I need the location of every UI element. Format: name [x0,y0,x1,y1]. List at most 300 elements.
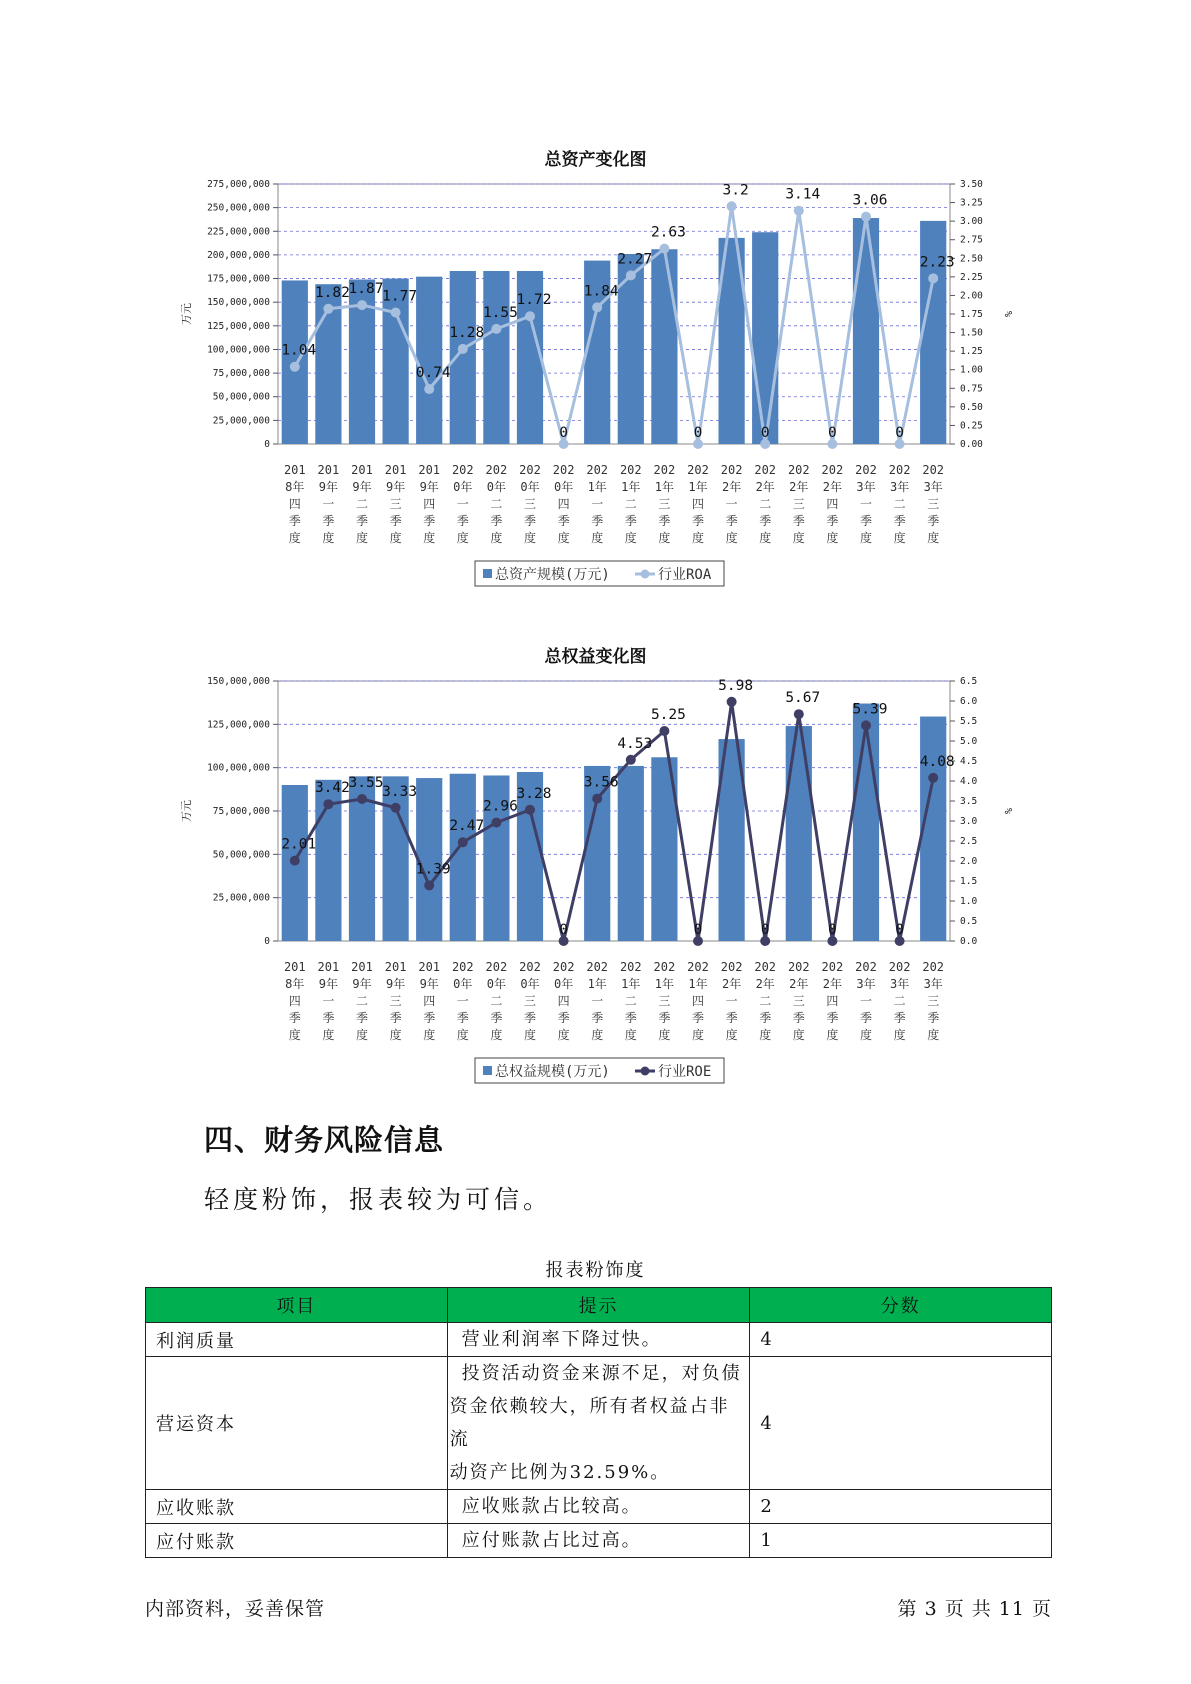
x-tick-label: 3年 [923,977,943,991]
x-tick-label: 202 [451,463,474,477]
data-label: 5.98 [718,677,754,694]
x-tick-label: 季 [624,1011,637,1025]
data-label: 1.72 [516,292,552,309]
x-tick-label: 1年 [654,480,675,494]
y-right-tick-label: 0.75 [960,383,983,395]
line-point [659,244,669,254]
x-tick-label: 202 [720,463,743,477]
y-left-tick-label: 175,000,000 [207,273,270,285]
x-tick-label: 1年 [587,480,607,494]
y-right-tick-label: 3.25 [960,197,983,209]
x-tick-label: 1年 [621,977,641,991]
x-tick-label: 201 [384,960,407,974]
y-right-tick-label: 4.5 [960,756,978,767]
x-tick-label: 二 [893,994,906,1008]
total-equity-chart [0,667,1191,1102]
bar [416,277,442,444]
data-label: 3.2 [722,182,749,199]
table-row [146,1323,1052,1357]
data-label: 2.96 [482,798,518,815]
x-tick-label: 度 [322,1028,335,1042]
x-tick-label: 三 [927,497,940,511]
x-tick-label: 度 [523,531,537,545]
x-tick-label: 二 [893,497,906,511]
x-tick-label: 二 [759,994,772,1008]
row-hint [447,1323,750,1357]
x-tick-label: 度 [826,531,839,545]
x-tick-label: 2年 [755,977,775,991]
x-tick-label: 四 [557,497,570,511]
x-tick-label: 202 [754,463,777,477]
data-label: 0.74 [415,365,451,382]
hint-line: 投资活动资金来源不足，对负债 [461,1363,742,1384]
x-tick-label: 202 [720,960,743,974]
x-tick-label: 度 [423,1028,436,1042]
hint-line: 动资产比例为32.59%。 [449,1462,671,1483]
line-point [861,212,871,222]
line-point [323,304,333,314]
y-right-tick-label: 1.5 [960,876,978,887]
x-tick-label: 201 [283,960,306,974]
bar [483,271,509,444]
x-tick-label: 三 [658,994,671,1008]
data-label: 0 [828,922,837,938]
y-left-tick-label: 275,000,000 [207,179,270,190]
x-tick-label: 季 [456,514,469,528]
table-row [146,1490,1052,1524]
y-left-tick-label: 50,000,000 [212,391,270,403]
line-point [290,856,300,866]
x-tick-label: 季 [557,1011,570,1025]
y-left-tick-label: 25,000,000 [212,892,270,904]
data-label: 0 [895,922,904,938]
y-left-tick-label: 250,000,000 [207,202,270,214]
x-tick-label: 度 [893,531,906,545]
x-tick-label: 季 [859,514,873,528]
x-tick-label: 二 [759,497,772,511]
y-left-tick-label: 75,000,000 [212,806,270,817]
y-left-tick-label: 150,000,000 [207,297,270,309]
x-tick-label: 202 [485,463,508,477]
x-tick-label: 2年 [789,480,809,494]
x-tick-label: 202 [687,960,709,974]
y-right-axis-label: % [1002,310,1013,318]
x-tick-label: 度 [591,1028,604,1042]
x-tick-label: 201 [283,463,306,477]
x-tick-label: 度 [859,531,873,545]
x-tick-label: 季 [490,1011,503,1025]
y-right-tick-label: 5.5 [960,716,978,727]
x-tick-label: 202 [586,960,609,974]
line-point [323,799,333,809]
y-left-tick-label: 125,000,000 [207,320,270,332]
x-tick-label: 度 [691,1028,705,1042]
x-tick-label: 度 [389,1028,402,1042]
x-tick-label: 一 [322,497,335,511]
data-label: 5.25 [650,707,686,723]
x-tick-label: 季 [490,514,503,528]
x-tick-label: 四 [423,994,436,1008]
x-tick-label: 三 [658,497,671,511]
x-tick-label: 季 [658,514,671,528]
table-row [146,1357,1052,1490]
legend-line-marker [641,1067,650,1076]
data-label: 0 [693,922,703,938]
x-tick-label: 202 [888,960,911,974]
data-label: 5.67 [785,690,821,707]
x-tick-label: 季 [423,514,436,528]
line-point [424,384,434,394]
x-tick-label: 2年 [721,977,742,991]
x-tick-label: 三 [389,994,402,1008]
x-tick-label: 1年 [688,977,708,991]
x-tick-label: 度 [355,531,369,545]
bar [584,766,610,941]
bar [786,726,812,941]
line-point [727,697,737,707]
y-right-tick-label: 2.75 [960,234,983,246]
line-point [491,818,501,828]
x-tick-label: 三 [792,994,805,1008]
x-tick-label: 度 [490,531,503,545]
table-header-row [146,1288,1052,1323]
bar [416,778,442,941]
y-left-tick-label: 100,000,000 [207,344,270,356]
x-tick-label: 202 [653,463,676,477]
x-tick-label: 202 [922,463,945,477]
row-item: 应收账款 [146,1490,448,1524]
x-tick-label: 四 [826,497,839,511]
x-tick-label: 度 [725,1028,738,1042]
x-tick-label: 度 [792,531,805,545]
x-tick-label: 度 [826,1028,839,1042]
x-tick-label: 季 [288,1011,301,1025]
section-heading: 四、财务风险信息 [204,1123,445,1157]
x-tick-label: 度 [927,1028,940,1042]
line-point [794,206,804,216]
y-right-tick-label: 0.25 [960,420,983,432]
x-tick-label: 季 [691,1011,705,1025]
legend-bar-swatch [483,569,492,578]
row-score: 1 [750,1524,1052,1558]
x-tick-label: 202 [687,463,709,477]
data-label: 3.14 [785,186,821,203]
y-right-tick-label: 2.5 [960,836,978,847]
x-tick-label: 度 [523,1028,537,1042]
row-score: 4 [750,1323,1052,1357]
line-point [626,270,636,280]
x-tick-label: 202 [619,463,642,477]
header-score: 分数 [750,1288,1052,1323]
x-tick-label: 202 [821,960,844,974]
x-tick-label: 三 [792,497,805,511]
x-tick-label: 201 [351,960,373,974]
x-tick-label: 季 [322,1011,335,1025]
x-tick-label: 二 [355,994,369,1008]
x-tick-label: 一 [322,994,335,1008]
y-right-tick-label: 2.50 [960,253,983,265]
assets-chart-title: 总资产变化图 [544,150,647,170]
data-label: 3.55 [348,775,384,791]
x-tick-label: 季 [355,1011,369,1025]
y-right-tick-label: 2.25 [960,271,983,283]
x-tick-label: 季 [355,514,369,528]
x-tick-label: 1年 [587,977,607,991]
line-point [491,324,501,334]
total-assets-chart [0,170,1191,605]
data-label: 1.28 [449,324,485,341]
row-hint [447,1490,750,1524]
x-tick-label: 2年 [755,480,775,494]
x-tick-label: 9年 [318,480,339,494]
data-label: 1.04 [281,342,317,359]
row-score: 4 [750,1357,1052,1490]
line-point [424,880,434,890]
bar [450,271,476,444]
data-label: 0 [895,425,904,441]
plot-frame [278,184,950,444]
x-tick-label: 一 [725,497,738,511]
x-tick-label: 202 [519,463,541,477]
data-label: 1.55 [482,304,518,321]
data-label: 4.53 [617,735,653,752]
x-tick-label: 9年 [385,480,406,494]
x-tick-label: 2年 [822,480,843,494]
footer-note: 内部资料，妥善保管 [145,1598,326,1620]
y-left-axis-label: 万元 [180,303,193,325]
x-tick-label: 季 [389,1011,402,1025]
line-point [458,837,468,847]
data-label: 0 [760,922,770,938]
x-tick-label: 度 [490,1028,503,1042]
line-point [458,344,468,354]
x-tick-label: 一 [859,497,873,511]
data-label: 1.84 [583,283,619,300]
x-tick-label: 0年 [486,480,507,494]
y-right-tick-label: 0.00 [960,439,983,450]
header-item: 项目 [146,1288,448,1323]
y-left-tick-label: 200,000,000 [207,249,270,261]
x-tick-label: 202 [653,960,676,974]
x-tick-label: 二 [355,497,369,511]
x-tick-label: 季 [725,514,738,528]
data-label: 3.33 [382,783,418,800]
data-label: 3.56 [583,774,619,791]
x-tick-label: 201 [418,960,441,974]
hint-line: 应收账款占比较高。 [461,1496,642,1517]
x-tick-label: 季 [523,514,537,528]
x-tick-label: 季 [893,514,906,528]
y-right-axis-label: % [1002,807,1013,815]
bar [618,766,644,941]
data-label: 0 [559,922,568,938]
x-tick-label: 202 [586,463,609,477]
line-point [626,755,636,765]
legend-bar-swatch [483,1066,492,1075]
y-left-axis-label: 万元 [180,800,193,822]
x-tick-label: 一 [456,497,469,511]
hint-line: 资金依赖较大，所有者权益占非流 [449,1396,730,1450]
x-tick-label: 度 [288,1028,301,1042]
data-label: 1.39 [415,861,451,878]
x-tick-label: 202 [519,960,541,974]
x-tick-label: 3年 [923,480,943,494]
x-tick-label: 季 [759,514,772,528]
x-tick-label: 0年 [453,480,473,494]
data-label: 2.01 [281,836,317,853]
table-row [146,1524,1052,1558]
x-tick-label: 季 [725,1011,738,1025]
row-item: 营运资本 [146,1357,448,1490]
x-tick-label: 0年 [553,480,574,494]
bar [450,774,476,941]
x-tick-label: 0年 [520,977,540,991]
line-point [290,362,300,372]
y-right-tick-label: 3.00 [960,216,983,228]
table-caption: 报表粉饰度 [545,1260,646,1281]
equity-chart-title: 总权益变化图 [544,647,647,667]
x-tick-label: 季 [927,514,940,528]
y-right-tick-label: 4.0 [960,776,978,787]
y-right-tick-label: 0.0 [960,936,978,947]
x-tick-label: 二 [490,497,503,511]
x-tick-label: 四 [288,994,301,1008]
line-point [357,794,367,804]
x-tick-label: 一 [725,994,738,1008]
x-tick-label: 度 [557,1028,570,1042]
x-tick-label: 季 [792,1011,805,1025]
x-tick-label: 二 [624,994,637,1008]
x-tick-label: 二 [490,994,503,1008]
risk-summary: 轻度粉饰，报表较为可信。 [204,1185,553,1214]
bar [382,776,408,941]
x-tick-label: 9年 [352,977,372,991]
x-tick-label: 二 [624,497,637,511]
legend-bar-label: 总资产规模(万元) [495,567,610,583]
y-left-tick-label: 150,000,000 [207,676,270,687]
data-label: 2.63 [650,224,686,241]
data-label: 1.87 [348,281,384,298]
x-tick-label: 度 [658,1028,671,1042]
x-tick-label: 202 [619,960,642,974]
x-tick-label: 三 [523,994,537,1008]
x-tick-label: 季 [557,514,570,528]
x-tick-label: 季 [927,1011,940,1025]
x-tick-label: 三 [927,994,940,1008]
x-tick-label: 202 [787,463,810,477]
line-point [592,302,602,312]
x-tick-label: 度 [725,531,738,545]
line-point [592,794,602,804]
y-right-tick-label: 6.0 [960,696,978,707]
x-tick-label: 202 [922,960,945,974]
x-tick-label: 一 [859,994,873,1008]
row-hint [447,1357,750,1490]
x-tick-label: 季 [624,514,637,528]
x-tick-label: 四 [288,497,301,511]
x-tick-label: 度 [859,1028,873,1042]
bar [752,232,778,444]
x-tick-label: 季 [389,514,402,528]
y-left-tick-label: 100,000,000 [207,762,270,774]
x-tick-label: 度 [355,1028,369,1042]
y-left-tick-label: 0 [264,439,270,450]
legend-bar-label: 总权益规模(万元) [495,1064,610,1080]
header-hint: 提示 [447,1288,750,1323]
y-right-tick-label: 1.0 [960,896,978,907]
x-tick-label: 201 [317,960,340,974]
line-point [794,709,804,719]
bar [853,218,879,444]
x-tick-label: 度 [927,531,940,545]
x-tick-label: 202 [485,960,508,974]
x-tick-label: 季 [456,1011,469,1025]
x-tick-label: 季 [591,1011,604,1025]
line-point [391,308,401,318]
x-tick-label: 202 [754,960,777,974]
data-label: 2.23 [919,254,955,271]
x-tick-label: 1年 [688,480,708,494]
x-tick-label: 三 [389,497,402,511]
data-label: 3.06 [852,192,888,209]
line-point [861,720,871,730]
y-right-tick-label: 1.25 [960,346,983,358]
x-tick-label: 度 [691,531,705,545]
data-label: 3.42 [314,780,350,797]
x-tick-label: 一 [591,994,604,1008]
data-label: 1.77 [382,288,418,305]
x-tick-label: 201 [384,463,407,477]
x-tick-label: 季 [826,1011,839,1025]
data-label: 1.82 [314,284,350,301]
x-tick-label: 度 [288,531,301,545]
x-tick-label: 201 [317,463,340,477]
x-tick-label: 季 [826,514,839,528]
data-label: 5.39 [852,701,888,718]
x-tick-label: 2年 [789,977,809,991]
x-tick-label: 3年 [856,480,876,494]
legend-line-marker [641,570,650,579]
line-point [525,805,535,815]
y-right-tick-label: 0.50 [960,401,983,413]
y-right-tick-label: 3.0 [960,816,978,827]
x-tick-label: 2年 [721,480,742,494]
y-left-tick-label: 50,000,000 [212,849,270,861]
row-item: 利润质量 [146,1323,448,1357]
x-tick-label: 202 [787,960,810,974]
x-tick-label: 201 [418,463,441,477]
x-tick-label: 202 [855,960,877,974]
x-tick-label: 度 [624,531,637,545]
y-right-tick-label: 6.5 [960,676,978,687]
line-point [525,311,535,321]
x-tick-label: 度 [557,531,570,545]
y-left-tick-label: 0 [264,936,270,947]
x-tick-label: 202 [821,463,844,477]
x-tick-label: 季 [658,1011,671,1025]
x-tick-label: 季 [859,1011,873,1025]
y-right-tick-label: 2.0 [960,856,978,867]
y-right-tick-label: 1.75 [960,309,983,320]
x-tick-label: 1年 [621,480,641,494]
y-left-tick-label: 225,000,000 [207,226,270,238]
x-tick-label: 202 [552,960,575,974]
x-tick-label: 度 [456,1028,469,1042]
x-tick-label: 四 [691,994,705,1008]
x-tick-label: 度 [423,531,436,545]
x-tick-label: 0年 [486,977,507,991]
y-right-tick-label: 1.00 [960,364,983,376]
